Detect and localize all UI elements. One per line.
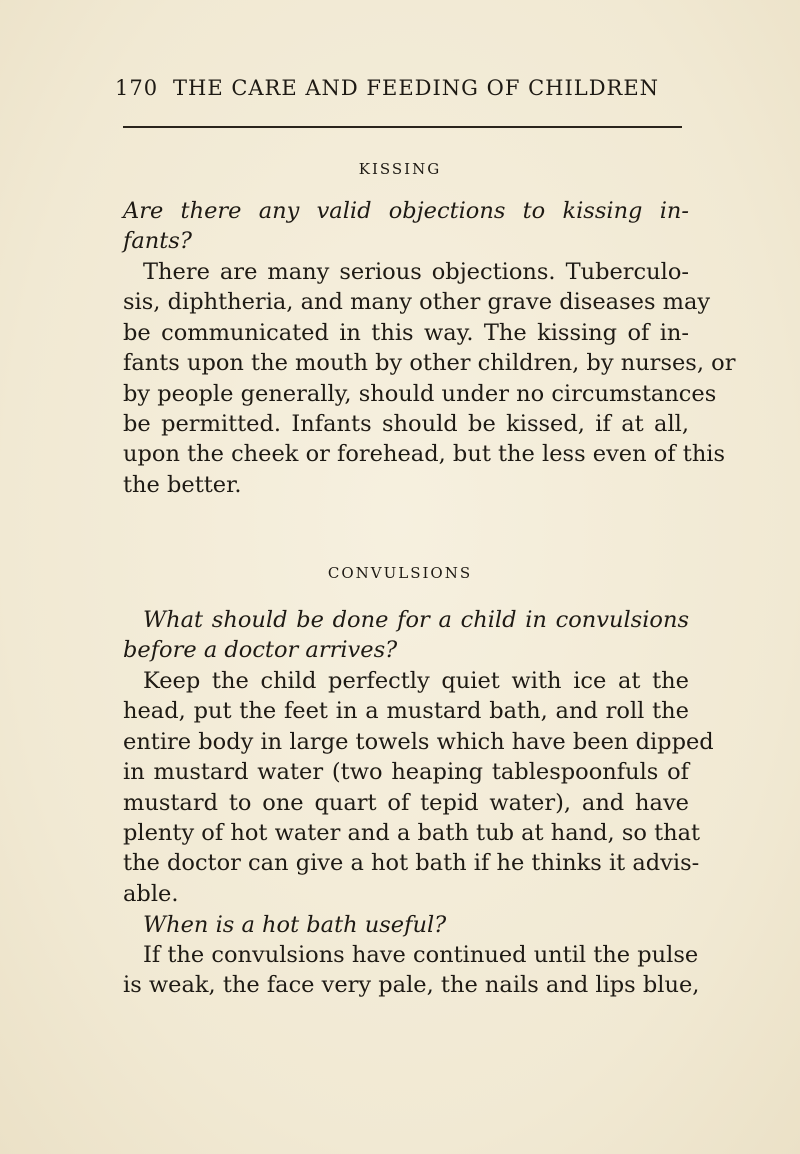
answer-kissing bbox=[123, 257, 736, 500]
answer-line: If the convulsions have continued until the pulse bbox=[143, 942, 699, 968]
question-line: Are there any valid objections to kissing in- bbox=[123, 198, 689, 224]
answer-line: by people generally, should under no circumstances bbox=[123, 380, 717, 407]
answer-line: be permitted. Infants should be kissed, if at all, bbox=[123, 410, 689, 437]
answer-line: in mustard water (two heaping tablespoonfuls of bbox=[123, 759, 689, 786]
answer-line: entire body in large towels which have been dipped bbox=[123, 728, 714, 755]
book-title: THE CARE AND FEEDING OF CHILDREN bbox=[173, 76, 660, 100]
question-line: fants? bbox=[123, 228, 192, 255]
answer-line: fants upon the mouth by other children, by nurses, or bbox=[123, 350, 736, 377]
answer-line: the doctor can give a hot bath if he thinks it advis- bbox=[123, 850, 700, 877]
answer-line: is weak, the face very pale, the nails and lips blue, bbox=[123, 972, 700, 999]
section-heading-convulsions: CONVULSIONS bbox=[327, 564, 473, 582]
running-head bbox=[115, 76, 715, 100]
answer-line: head, put the feet in a mustard bath, and roll the bbox=[123, 698, 689, 725]
answer-line: mustard to one quart of tepid water), and have bbox=[123, 789, 689, 816]
question-convulsions bbox=[123, 605, 689, 666]
answer-line: able. bbox=[123, 880, 179, 907]
answer-line: be communicated in this way. The kissing of in- bbox=[123, 319, 689, 346]
question-hot-bath bbox=[123, 910, 689, 940]
question-line: before a doctor arrives? bbox=[123, 637, 398, 664]
question-kissing bbox=[123, 196, 689, 257]
header-rule bbox=[123, 126, 682, 128]
answer-line: Keep the child perfectly quiet with ice at the bbox=[143, 668, 689, 694]
answer-line: sis, diphtheria, and many other grave diseases may bbox=[123, 289, 711, 316]
section-heading-kissing: KISSING bbox=[358, 160, 442, 178]
page-number: 170 bbox=[115, 76, 159, 100]
question-line: What should be done for a child in convulsions bbox=[143, 607, 689, 633]
question-line: When is a hot bath useful? bbox=[143, 912, 447, 938]
answer-convulsions bbox=[123, 666, 714, 909]
answer-line: There are many serious objections. Tuberculo- bbox=[143, 259, 689, 285]
answer-line: the better. bbox=[123, 471, 242, 498]
answer-line: plenty of hot water and a bath tub at hand, so that bbox=[123, 819, 701, 846]
answer-hot-bath bbox=[123, 940, 700, 1001]
answer-line: upon the cheek or forehead, but the less even of this bbox=[123, 441, 726, 468]
